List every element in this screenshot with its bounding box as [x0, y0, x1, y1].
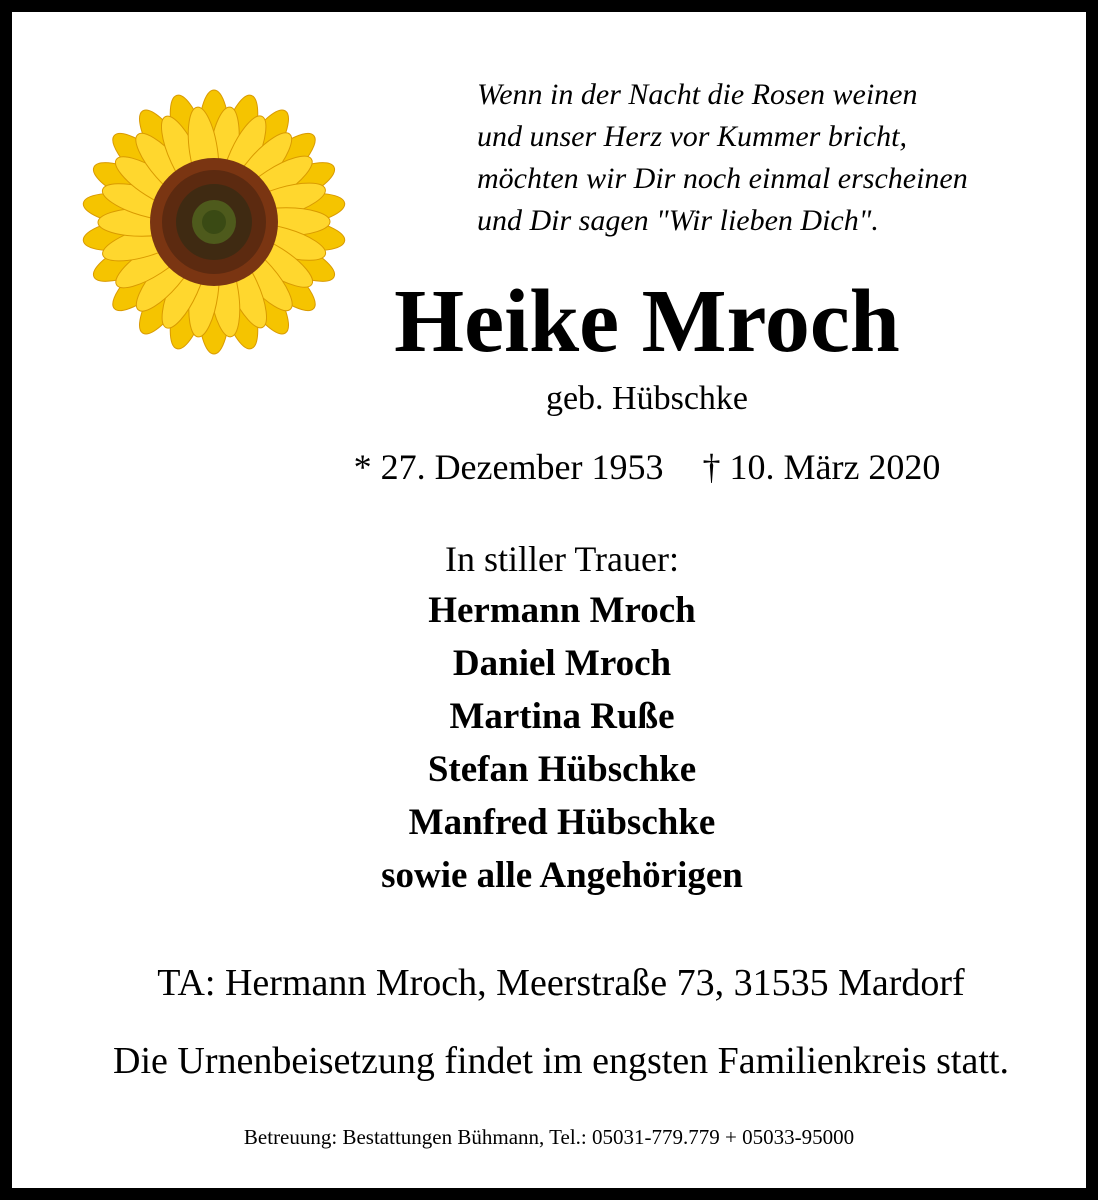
deceased-name: Heike Mroch [394, 272, 900, 371]
poem-line: und Dir sagen "Wir lieben Dich". [477, 204, 879, 237]
poem [477, 74, 1077, 242]
relative-name: sowie alle Angehörigen [381, 855, 743, 896]
maiden-name: geb. Hübschke [545, 380, 749, 417]
relative-name: Manfred Hübschke [408, 802, 716, 843]
relative-name: Stefan Hübschke [427, 749, 697, 790]
relative-name: Daniel Mroch [452, 643, 672, 684]
sunflower-icon [78, 88, 350, 356]
birth-date: * 27. Dezember 1953 [353, 447, 664, 487]
mourning-address: TA: Hermann Mroch, Meerstraße 73, 31535 Mardorf [157, 962, 965, 1004]
life-dates [262, 444, 1032, 490]
funeral-care-note: Betreuung: Bestattungen Bühmann, Tel.: 05031-779.779 + 05033-95000 [243, 1125, 855, 1149]
burial-note: Die Urnenbeisetzung findet im engsten Familienkreis statt. [113, 1040, 1009, 1082]
relative-name: Hermann Mroch [428, 590, 696, 631]
poem-line: und unser Herz vor Kummer bricht, [477, 120, 907, 153]
mourning-intro: In stiller Trauer: [445, 539, 679, 579]
poem-line: möchten wir Dir noch einmal erscheinen [477, 162, 968, 195]
mourners-list [262, 534, 862, 902]
death-date: † 10. März 2020 [702, 447, 941, 487]
relative-name: Martina Ruße [449, 696, 675, 737]
poem-line: Wenn in der Nacht die Rosen weinen [477, 78, 918, 111]
